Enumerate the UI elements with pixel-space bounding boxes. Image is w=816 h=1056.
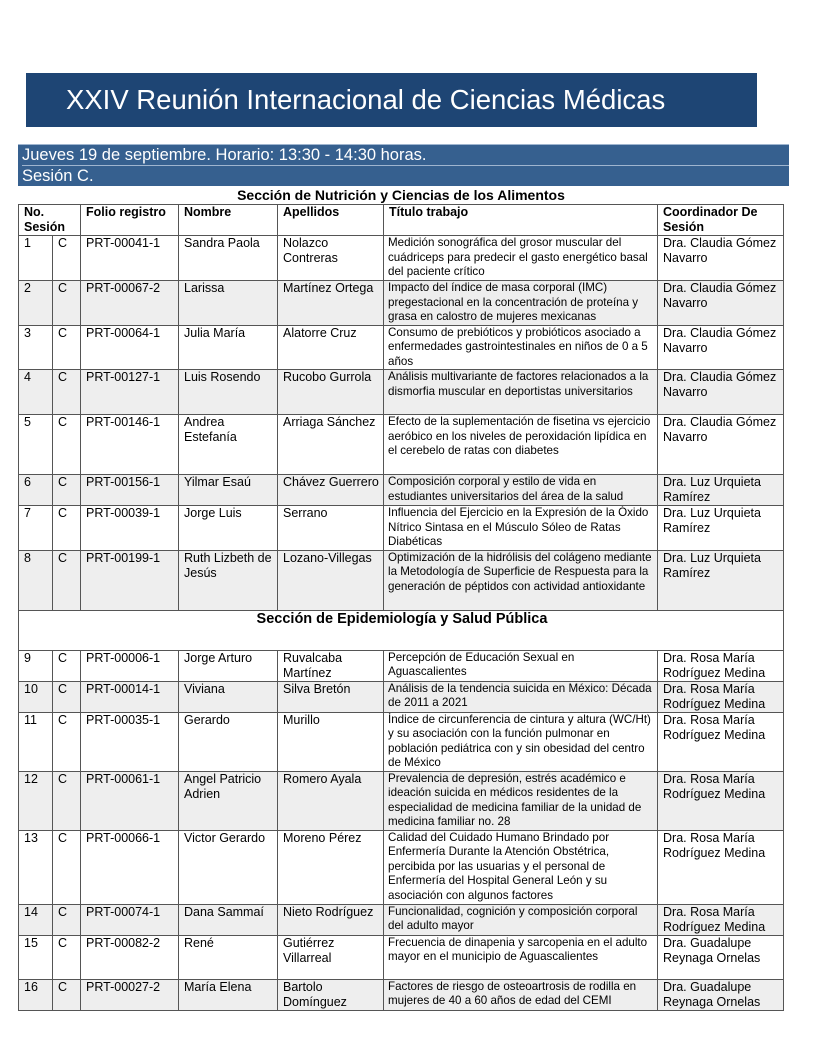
cell-titulo: Funcionalidad, cognición y composición corporal del adulto mayor bbox=[384, 904, 658, 935]
cell-folio: PRT-00014-1 bbox=[81, 681, 179, 712]
cell-apellidos: Silva Bretón bbox=[278, 681, 384, 712]
cell-apellidos: Arriaga Sánchez bbox=[278, 415, 384, 475]
section-title: Sección de Epidemiología y Salud Pública bbox=[19, 610, 784, 650]
cell-no: 13 bbox=[19, 830, 53, 904]
header-nombre: Nombre bbox=[179, 205, 278, 236]
cell-folio: PRT-00127-1 bbox=[81, 370, 179, 415]
table-row bbox=[19, 650, 784, 681]
cell-sesion: C bbox=[53, 904, 81, 935]
table-row bbox=[19, 415, 784, 475]
cell-nombre: Viviana bbox=[179, 681, 278, 712]
cell-titulo: Composición corporal y estilo de vida en estudiantes universitarios del área de la salud bbox=[384, 475, 658, 506]
cell-apellidos: Gutiérrez Villarreal bbox=[278, 935, 384, 979]
section-title: Sección de Nutrición y Ciencias de los Alimentos bbox=[237, 187, 565, 203]
cell-coordinador: Dra. Claudia Gómez Navarro bbox=[658, 281, 784, 326]
cell-nombre: Sandra Paola bbox=[179, 236, 278, 281]
cell-folio: PRT-00066-1 bbox=[81, 830, 179, 904]
cell-folio: PRT-00027-2 bbox=[81, 979, 179, 1010]
table-row bbox=[19, 830, 784, 904]
cell-titulo: Análisis multivariante de factores relacionados a la dismorfia muscular en deportistas universitarios bbox=[384, 370, 658, 415]
table-row bbox=[19, 506, 784, 551]
table-row bbox=[19, 681, 784, 712]
cell-sesion: C bbox=[53, 550, 81, 610]
cell-sesion: C bbox=[53, 475, 81, 506]
cell-folio: PRT-00082-2 bbox=[81, 935, 179, 979]
cell-nombre: Ruth Lizbeth de Jesús bbox=[179, 550, 278, 610]
cell-apellidos: Nieto Rodríguez bbox=[278, 904, 384, 935]
cell-no: 14 bbox=[19, 904, 53, 935]
cell-coordinador: Dra. Rosa María Rodríguez Medina bbox=[658, 904, 784, 935]
cell-folio: PRT-00156-1 bbox=[81, 475, 179, 506]
cell-titulo: Efecto de la suplementación de fisetina vs ejercicio aeróbico en los niveles de peroxidación lipídica en el cerebelo de ratas con diabetes bbox=[384, 415, 658, 475]
table-row bbox=[19, 904, 784, 935]
cell-sesion: C bbox=[53, 370, 81, 415]
cell-no: 16 bbox=[19, 979, 53, 1010]
cell-nombre: Andrea Estefanía bbox=[179, 415, 278, 475]
cell-no: 1 bbox=[19, 236, 53, 281]
cell-sesion: C bbox=[53, 681, 81, 712]
cell-sesion: C bbox=[53, 830, 81, 904]
table-row bbox=[19, 550, 784, 610]
cell-titulo: Análisis de la tendencia suicida en México: Década de 2011 a 2021 bbox=[384, 681, 658, 712]
cell-apellidos: Martínez Ortega bbox=[278, 281, 384, 326]
table-row bbox=[19, 979, 784, 1010]
cell-nombre: Larissa bbox=[179, 281, 278, 326]
cell-folio: PRT-00074-1 bbox=[81, 904, 179, 935]
cell-coordinador: Dra. Luz Urquieta Ramírez bbox=[658, 475, 784, 506]
cell-no: 4 bbox=[19, 370, 53, 415]
header-titulo: Título trabajo bbox=[384, 205, 658, 236]
cell-coordinador: Dra. Guadalupe Reynaga Ornelas bbox=[658, 979, 784, 1010]
cell-nombre: Victor Gerardo bbox=[179, 830, 278, 904]
cell-titulo: Influencia del Ejercicio en la Expresión de la Óxido Nítrico Sintasa en el Músculo Sóleo de Ratas Diabéticas bbox=[384, 506, 658, 551]
cell-folio: PRT-00199-1 bbox=[81, 550, 179, 610]
cell-sesion: C bbox=[53, 415, 81, 475]
cell-titulo: Factores de riesgo de osteoartrosis de rodilla en mujeres de 40 a 60 años de edad del CEMI bbox=[384, 979, 658, 1010]
cell-coordinador: Dra. Claudia Gómez Navarro bbox=[658, 370, 784, 415]
cell-nombre: Yilmar Esaú bbox=[179, 475, 278, 506]
cell-coordinador: Dra. Claudia Gómez Navarro bbox=[658, 236, 784, 281]
cell-titulo: Consumo de prebióticos y probióticos asociado a enfermedades gastrointestinales en niños de 0 a 5 años bbox=[384, 325, 658, 370]
cell-no: 11 bbox=[19, 712, 53, 771]
cell-apellidos: Ruvalcaba Martínez bbox=[278, 650, 384, 681]
cell-nombre: María Elena bbox=[179, 979, 278, 1010]
cell-coordinador: Dra. Luz Urquieta Ramírez bbox=[658, 550, 784, 610]
cell-coordinador: Dra. Rosa María Rodríguez Medina bbox=[658, 771, 784, 830]
cell-sesion: C bbox=[53, 935, 81, 979]
cell-apellidos: Murillo bbox=[278, 712, 384, 771]
cell-coordinador: Dra. Rosa María Rodríguez Medina bbox=[658, 830, 784, 904]
cell-apellidos: Rucobo Gurrola bbox=[278, 370, 384, 415]
cell-apellidos: Lozano-Villegas bbox=[278, 550, 384, 610]
cell-folio: PRT-00035-1 bbox=[81, 712, 179, 771]
cell-titulo: Prevalencia de depresión, estrés académico e ideación suicida en médicos residentes de la especialidad de medicina familiar de la unidad de medicina familiar no. 28 bbox=[384, 771, 658, 830]
cell-sesion: C bbox=[53, 236, 81, 281]
section-title-nutricion bbox=[19, 186, 784, 205]
cell-apellidos: Bartolo Domínguez bbox=[278, 979, 384, 1010]
cell-no: 10 bbox=[19, 681, 53, 712]
cell-apellidos: Serrano bbox=[278, 506, 384, 551]
cell-coordinador: Dra. Guadalupe Reynaga Ornelas bbox=[658, 935, 784, 979]
table-row bbox=[19, 370, 784, 415]
header-apellidos: Apellidos bbox=[278, 205, 384, 236]
cell-no: 12 bbox=[19, 771, 53, 830]
cell-apellidos: Nolazco Contreras bbox=[278, 236, 384, 281]
cell-nombre: Luis Rosendo bbox=[179, 370, 278, 415]
cell-coordinador: Dra. Luz Urquieta Ramírez bbox=[658, 506, 784, 551]
cell-folio: PRT-00067-2 bbox=[81, 281, 179, 326]
cell-nombre: Jorge Arturo bbox=[179, 650, 278, 681]
header-folio: Folio registro bbox=[81, 205, 179, 236]
page-title: XXIV Reunión Internacional de Ciencias Médicas bbox=[26, 73, 757, 127]
session-header bbox=[18, 144, 789, 186]
schedule-table bbox=[18, 186, 784, 1011]
cell-no: 3 bbox=[19, 325, 53, 370]
cell-nombre: Angel Patricio Adrien bbox=[179, 771, 278, 830]
cell-coordinador: Dra. Rosa María Rodríguez Medina bbox=[658, 712, 784, 771]
cell-coordinador: Dra. Claudia Gómez Navarro bbox=[658, 415, 784, 475]
cell-apellidos: Chávez Guerrero bbox=[278, 475, 384, 506]
table-row bbox=[19, 712, 784, 771]
table-row bbox=[19, 281, 784, 326]
cell-titulo: Índice de circunferencia de cintura y altura (WC/Ht) y su asociación con la función pulmonar en población pediátrica con y sin obesidad del centro de México bbox=[384, 712, 658, 771]
cell-titulo: Calidad del Cuidado Humano Brindado por Enfermería Durante la Atención Obstétrica, percibida por las usuarias y el personal de Enfermería del Hospital General León y su asociación con algunos factores bbox=[384, 830, 658, 904]
cell-apellidos: Romero Ayala bbox=[278, 771, 384, 830]
cell-folio: PRT-00061-1 bbox=[81, 771, 179, 830]
cell-titulo: Medición sonográfica del grosor muscular del cuádriceps para predecir el gasto energético basal del paciente crítico bbox=[384, 236, 658, 281]
cell-sesion: C bbox=[53, 506, 81, 551]
cell-no: 2 bbox=[19, 281, 53, 326]
cell-no: 15 bbox=[19, 935, 53, 979]
cell-nombre: Jorge Luis bbox=[179, 506, 278, 551]
cell-titulo: Frecuencia de dinapenia y sarcopenia en el adulto mayor en el municipio de Aguascalientes bbox=[384, 935, 658, 979]
cell-no: 8 bbox=[19, 550, 53, 610]
cell-coordinador: Dra. Claudia Gómez Navarro bbox=[658, 325, 784, 370]
table-row bbox=[19, 236, 784, 281]
cell-sesion: C bbox=[53, 650, 81, 681]
section-title-epidemiologia bbox=[19, 610, 784, 650]
cell-sesion: C bbox=[53, 771, 81, 830]
cell-titulo: Impacto del índice de masa corporal (IMC) pregestacional en la concentración de proteína y grasa en calostro de mujeres mexicanas bbox=[384, 281, 658, 326]
cell-nombre: René bbox=[179, 935, 278, 979]
cell-nombre: Gerardo bbox=[179, 712, 278, 771]
cell-folio: PRT-00146-1 bbox=[81, 415, 179, 475]
cell-folio: PRT-00041-1 bbox=[81, 236, 179, 281]
cell-titulo: Optimización de la hidrólisis del colágeno mediante la Metodología de Superficie de Respuesta para la generación de péptidos con actividad antioxidante bbox=[384, 550, 658, 610]
cell-apellidos: Alatorre Cruz bbox=[278, 325, 384, 370]
cell-titulo: Percepción de Educación Sexual en Aguascalientes bbox=[384, 650, 658, 681]
header-no-sesion: No. Sesión bbox=[19, 205, 81, 236]
cell-no: 9 bbox=[19, 650, 53, 681]
cell-coordinador: Dra. Rosa María Rodríguez Medina bbox=[658, 681, 784, 712]
cell-sesion: C bbox=[53, 281, 81, 326]
session-schedule: Jueves 19 de septiembre. Horario: 13:30 - 14:30 horas. bbox=[22, 145, 789, 166]
session-label: Sesión C. bbox=[22, 167, 94, 185]
cell-folio: PRT-00064-1 bbox=[81, 325, 179, 370]
table-header bbox=[19, 205, 784, 236]
table-row bbox=[19, 935, 784, 979]
cell-sesion: C bbox=[53, 712, 81, 771]
cell-no: 6 bbox=[19, 475, 53, 506]
cell-coordinador: Dra. Rosa María Rodríguez Medina bbox=[658, 650, 784, 681]
cell-folio: PRT-00039-1 bbox=[81, 506, 179, 551]
table-row bbox=[19, 325, 784, 370]
cell-no: 5 bbox=[19, 415, 53, 475]
header-coordinador: Coordinador De Sesión bbox=[658, 205, 784, 236]
table-row bbox=[19, 475, 784, 506]
cell-apellidos: Moreno Pérez bbox=[278, 830, 384, 904]
cell-no: 7 bbox=[19, 506, 53, 551]
cell-sesion: C bbox=[53, 979, 81, 1010]
cell-nombre: Julia María bbox=[179, 325, 278, 370]
cell-sesion: C bbox=[53, 325, 81, 370]
cell-nombre: Dana Sammaí bbox=[179, 904, 278, 935]
table-row bbox=[19, 771, 784, 830]
cell-folio: PRT-00006-1 bbox=[81, 650, 179, 681]
